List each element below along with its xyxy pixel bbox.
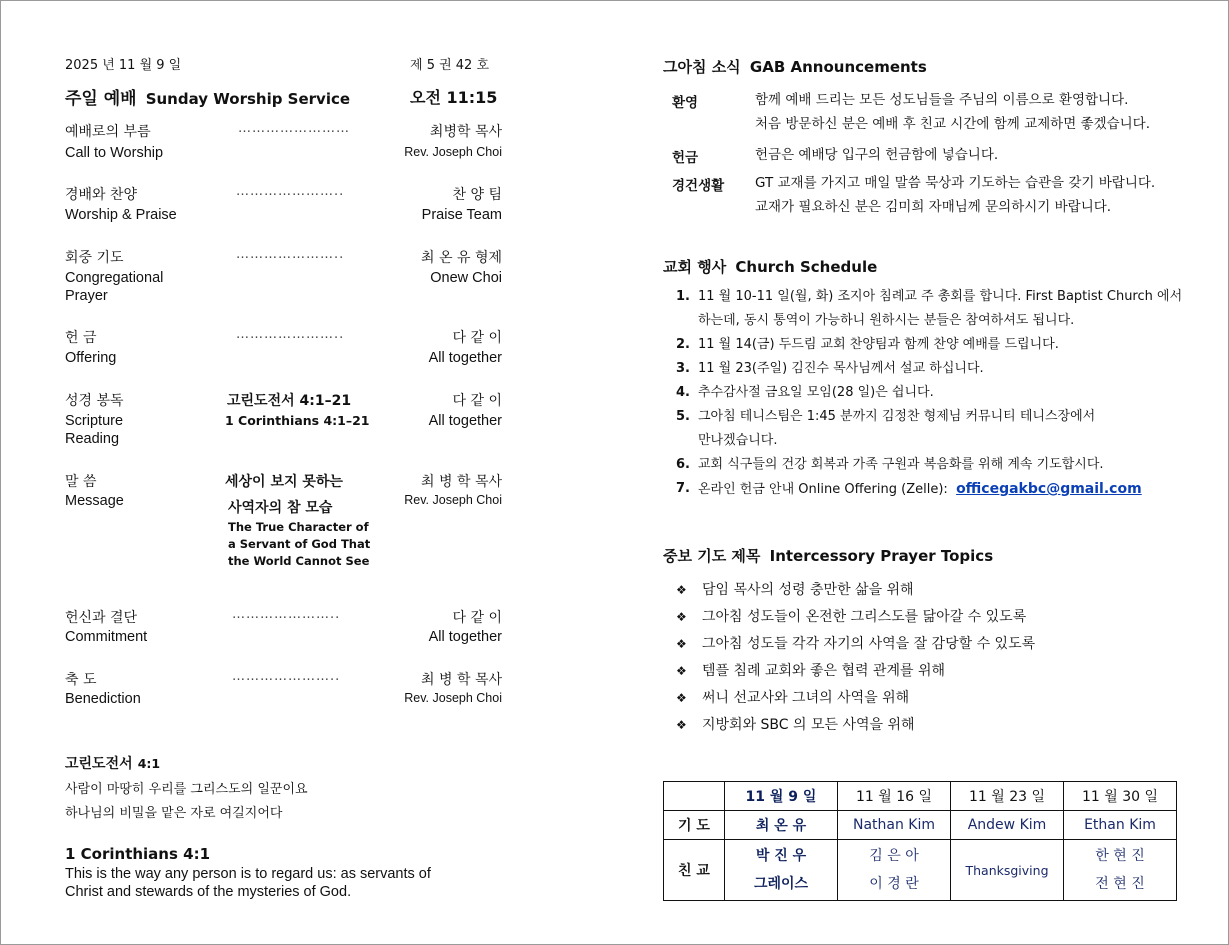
sermon-title-en-3: the World Cannot See xyxy=(228,554,370,568)
order-item-commitment-en: Commitment xyxy=(65,629,148,645)
order-item-praise-en: Worship & Praise xyxy=(65,207,177,223)
prayer-heading xyxy=(663,545,993,566)
service-title-ko: 주일 예배 xyxy=(65,89,137,109)
cell-line: 김 은 아 xyxy=(869,848,919,864)
schedule-title-ko: 교회 행사 xyxy=(663,258,727,276)
list-number: 7. xyxy=(676,481,690,496)
list-number: 3. xyxy=(676,361,690,376)
leader-dots: ………………….. xyxy=(232,669,341,684)
diamond-bullet-icon: ❖ xyxy=(676,718,687,732)
leader-call-ko: 최병학 목사 xyxy=(429,124,502,140)
order-item-scripture-en-1: Scripture xyxy=(65,413,124,429)
list-text: 그아침 성도들 각각 자기의 사역을 잘 감당할 수 있도록 xyxy=(702,636,1036,652)
leader-praise-en: Praise Team xyxy=(421,207,502,223)
order-item-scripture-en-2: Reading xyxy=(65,431,120,447)
table-cell: Nathan Kim xyxy=(838,811,951,840)
table-header-cell: 11 월 30 일 xyxy=(1064,782,1177,811)
leader-scripture-ko: 다 같 이 xyxy=(452,393,502,409)
leader-commitment-en: All together xyxy=(428,629,502,645)
prayer-list xyxy=(676,577,1035,739)
scripture-ref-ko: 고린도전서 4:1–21 xyxy=(227,393,352,409)
verse-ko-line-1: 사람이 마땅히 우리를 그리스도의 일꾼이요 xyxy=(65,782,308,797)
list-item xyxy=(676,604,1035,631)
verse-ko-line-2: 하나님의 비밀을 맡은 자로 여길지어다 xyxy=(65,806,283,821)
list-number: 1. xyxy=(676,289,690,304)
schedule-title-en: Church Schedule xyxy=(735,258,878,276)
leader-scripture-en: All together xyxy=(428,413,502,429)
leader-prayer-ko: 최 온 유 형제 xyxy=(421,250,502,266)
row-label-prayer: 기 도 xyxy=(664,811,725,840)
cell-line: 한 현 진 xyxy=(1095,848,1145,864)
list-item xyxy=(670,381,1200,405)
announcement-text-devotion-1: GT 교재를 가지고 매일 말씀 묵상과 기도하는 습관을 갖기 바랍니다. xyxy=(755,175,1156,191)
announcements-heading xyxy=(663,56,927,77)
schedule-list xyxy=(670,285,1200,502)
list-text: 템플 침례 교회와 좋은 협력 관계를 위해 xyxy=(702,663,946,679)
announcement-label-offering: 헌금 xyxy=(672,150,699,166)
order-item-message-en: Message xyxy=(65,493,124,509)
sermon-title-en-2: a Servant of God That xyxy=(228,537,371,551)
leader-benediction-ko: 최 병 학 목사 xyxy=(421,672,502,688)
prayer-title-en: Intercessory Prayer Topics xyxy=(769,547,994,565)
table-row xyxy=(664,840,1177,901)
duty-table xyxy=(663,781,1177,901)
prayer-title-ko: 중보 기도 제목 xyxy=(663,547,761,565)
table-cell: Ethan Kim xyxy=(1064,811,1177,840)
diamond-bullet-icon: ❖ xyxy=(676,610,687,624)
table-row xyxy=(664,782,1177,811)
cell-line: 이 경 란 xyxy=(869,876,919,892)
leader-dots: ………………….. xyxy=(232,607,341,622)
schedule-heading xyxy=(663,256,877,277)
leader-prayer-en: Onew Choi xyxy=(430,270,502,286)
table-header-cell: 11 월 23 일 xyxy=(951,782,1064,811)
cell-line: 그레이스 xyxy=(753,876,809,892)
verse-en-line-1: This is the way any person is to regard us: as servants of xyxy=(65,866,431,882)
list-item xyxy=(676,658,1035,685)
volume-number: 제 5 권 42 호 xyxy=(410,58,490,73)
verse-ko-heading xyxy=(65,753,160,773)
list-text: 온라인 헌금 안내 Online Offering (Zelle): xyxy=(698,482,948,497)
verse-en-title: 1 Corinthians 4:1 xyxy=(65,845,211,863)
list-text: 하는데, 동시 통역이 가능하니 원하시는 분들은 참여하셔도 됩니다. xyxy=(698,313,1075,328)
table-header-cell: 11 월 16 일 xyxy=(838,782,951,811)
list-text: 그아침 성도들이 온전한 그리스도를 닮아갈 수 있도록 xyxy=(702,609,1027,625)
list-text: 추수감사절 금요일 모임(28 일)은 쉽니다. xyxy=(698,385,934,400)
announcement-text-devotion-2: 교재가 필요하신 분은 김미희 자매님께 문의하시기 바랍니다. xyxy=(755,199,1112,215)
table-cell xyxy=(725,840,838,901)
announcements-title-ko: 그아침 소식 xyxy=(663,58,741,76)
table-row xyxy=(664,811,1177,840)
list-number: 6. xyxy=(676,457,690,472)
table-cell: Andew Kim xyxy=(951,811,1064,840)
verse-en-line-2: Christ and stewards of the mysteries of God. xyxy=(65,884,352,900)
diamond-bullet-icon: ❖ xyxy=(676,583,687,597)
list-item-continuation xyxy=(670,429,1200,453)
list-text: 써니 선교사와 그녀의 사역을 위해 xyxy=(702,690,910,706)
list-text: 11 월 10-11 일(월, 화) 조지아 침례교 주 총회를 합니다. First Baptist Church 에서 xyxy=(698,289,1183,304)
list-text: 담임 목사의 성령 충만한 삶을 위해 xyxy=(702,582,914,598)
row-label-fellowship: 친 교 xyxy=(664,840,725,901)
table-cell xyxy=(664,782,725,811)
table-cell: 최 온 유 xyxy=(725,811,838,840)
table-header-cell: 11 월 9 일 xyxy=(725,782,838,811)
list-item xyxy=(670,333,1200,357)
order-item-prayer-ko: 회중 기도 xyxy=(65,250,124,266)
list-item xyxy=(670,453,1200,477)
list-item xyxy=(676,712,1035,739)
order-item-scripture-ko: 성경 봉독 xyxy=(65,393,124,409)
order-item-prayer-en-1: Congregational xyxy=(65,270,164,286)
table-cell xyxy=(838,840,951,901)
announcement-label-devotion: 경건생활 xyxy=(672,178,725,194)
list-text: 교회 식구들의 건강 회복과 가족 구원과 복음화를 위해 계속 기도합시다. xyxy=(698,457,1104,472)
table-cell: Thanksgiving xyxy=(951,840,1064,901)
list-number: 2. xyxy=(676,337,690,352)
diamond-bullet-icon: ❖ xyxy=(676,664,687,678)
sermon-title-ko-2: 사역자의 참 모습 xyxy=(228,500,333,516)
verse-ko-ref: 4:1 xyxy=(137,756,161,771)
leader-offering-en: All together xyxy=(428,350,502,366)
list-item-continuation xyxy=(670,309,1200,333)
leader-dots: ………………….. xyxy=(236,247,345,262)
announcement-text-welcome-2: 처음 방문하신 분은 예배 후 친교 시간에 함께 교제하면 좋겠습니다. xyxy=(755,116,1151,132)
leader-praise-ko: 찬 양 팀 xyxy=(452,187,502,203)
order-item-prayer-en-2: Prayer xyxy=(65,288,108,304)
verse-ko-title: 고린도전서 xyxy=(65,756,133,772)
cell-line: 전 현 진 xyxy=(1095,876,1145,892)
list-text: 만나겠습니다. xyxy=(698,433,778,448)
list-text: 11 월 23(주일) 김진수 목사님께서 설교 하십니다. xyxy=(698,361,984,376)
order-item-call-en: Call to Worship xyxy=(65,145,164,161)
order-item-message-ko: 말 씀 xyxy=(65,474,97,490)
list-item xyxy=(670,357,1200,381)
email-link[interactable]: officegakbc@gmail.com xyxy=(956,481,1142,497)
table-cell xyxy=(1064,840,1177,901)
list-text: 11 월 14(금) 두드림 교회 찬양팀과 함께 찬양 예배를 드립니다. xyxy=(698,337,1059,352)
leader-offering-ko: 다 같 이 xyxy=(452,330,502,346)
leader-benediction-en: Rev. Joseph Choi xyxy=(404,691,502,705)
list-number: 4. xyxy=(676,385,690,400)
list-item xyxy=(670,285,1200,309)
leader-message-ko: 최 병 학 목사 xyxy=(421,474,502,490)
order-item-offering-ko: 헌 금 xyxy=(65,330,97,346)
order-item-commitment-ko: 헌신과 결단 xyxy=(65,610,138,626)
list-item xyxy=(676,577,1035,604)
announcement-text-offering: 헌금은 예배당 입구의 헌금함에 넣습니다. xyxy=(755,147,999,163)
bulletin-date: 2025 년 11 월 9 일 xyxy=(65,58,182,73)
leader-call-en: Rev. Joseph Choi xyxy=(404,145,502,159)
list-item xyxy=(670,405,1200,429)
list-item xyxy=(676,631,1035,658)
list-number: 5. xyxy=(676,409,690,424)
leader-dots: ………………….. xyxy=(236,184,345,199)
service-title xyxy=(65,84,350,109)
leader-message-en: Rev. Joseph Choi xyxy=(404,493,502,507)
list-item xyxy=(670,477,1200,502)
list-text: 지방회와 SBC 의 모든 사역을 위해 xyxy=(702,717,915,733)
order-item-offering-en: Offering xyxy=(65,350,117,366)
leader-commitment-ko: 다 같 이 xyxy=(452,610,502,626)
order-item-praise-ko: 경배와 찬양 xyxy=(65,187,138,203)
order-item-benediction-en: Benediction xyxy=(65,691,141,707)
announcements-title-en: GAB Announcements xyxy=(749,58,927,76)
diamond-bullet-icon: ❖ xyxy=(676,691,687,705)
service-time: 오전 11:15 xyxy=(410,88,498,107)
announcement-label-welcome: 환영 xyxy=(672,95,699,111)
order-item-benediction-ko: 축 도 xyxy=(65,672,97,688)
leader-dots: ………………….. xyxy=(236,327,345,342)
list-item xyxy=(676,685,1035,712)
leader-dots: …………………… xyxy=(238,121,350,136)
sermon-title-en-1: The True Character of xyxy=(228,520,369,534)
list-text: 그아침 테니스팀은 1:45 분까지 김정찬 형제님 커뮤니티 테니스장에서 xyxy=(698,409,1096,424)
scripture-ref-en: 1 Corinthians 4:1–21 xyxy=(225,413,370,428)
announcement-text-welcome-1: 함께 예배 드리는 모든 성도님들을 주님의 이름으로 환영합니다. xyxy=(755,92,1129,108)
diamond-bullet-icon: ❖ xyxy=(676,637,687,651)
cell-line: 박 진 우 xyxy=(755,848,807,864)
sermon-title-ko-1: 세상이 보지 못하는 xyxy=(225,474,343,490)
service-title-en: Sunday Worship Service xyxy=(145,90,351,108)
order-item-call-ko: 예배로의 부름 xyxy=(65,124,151,140)
